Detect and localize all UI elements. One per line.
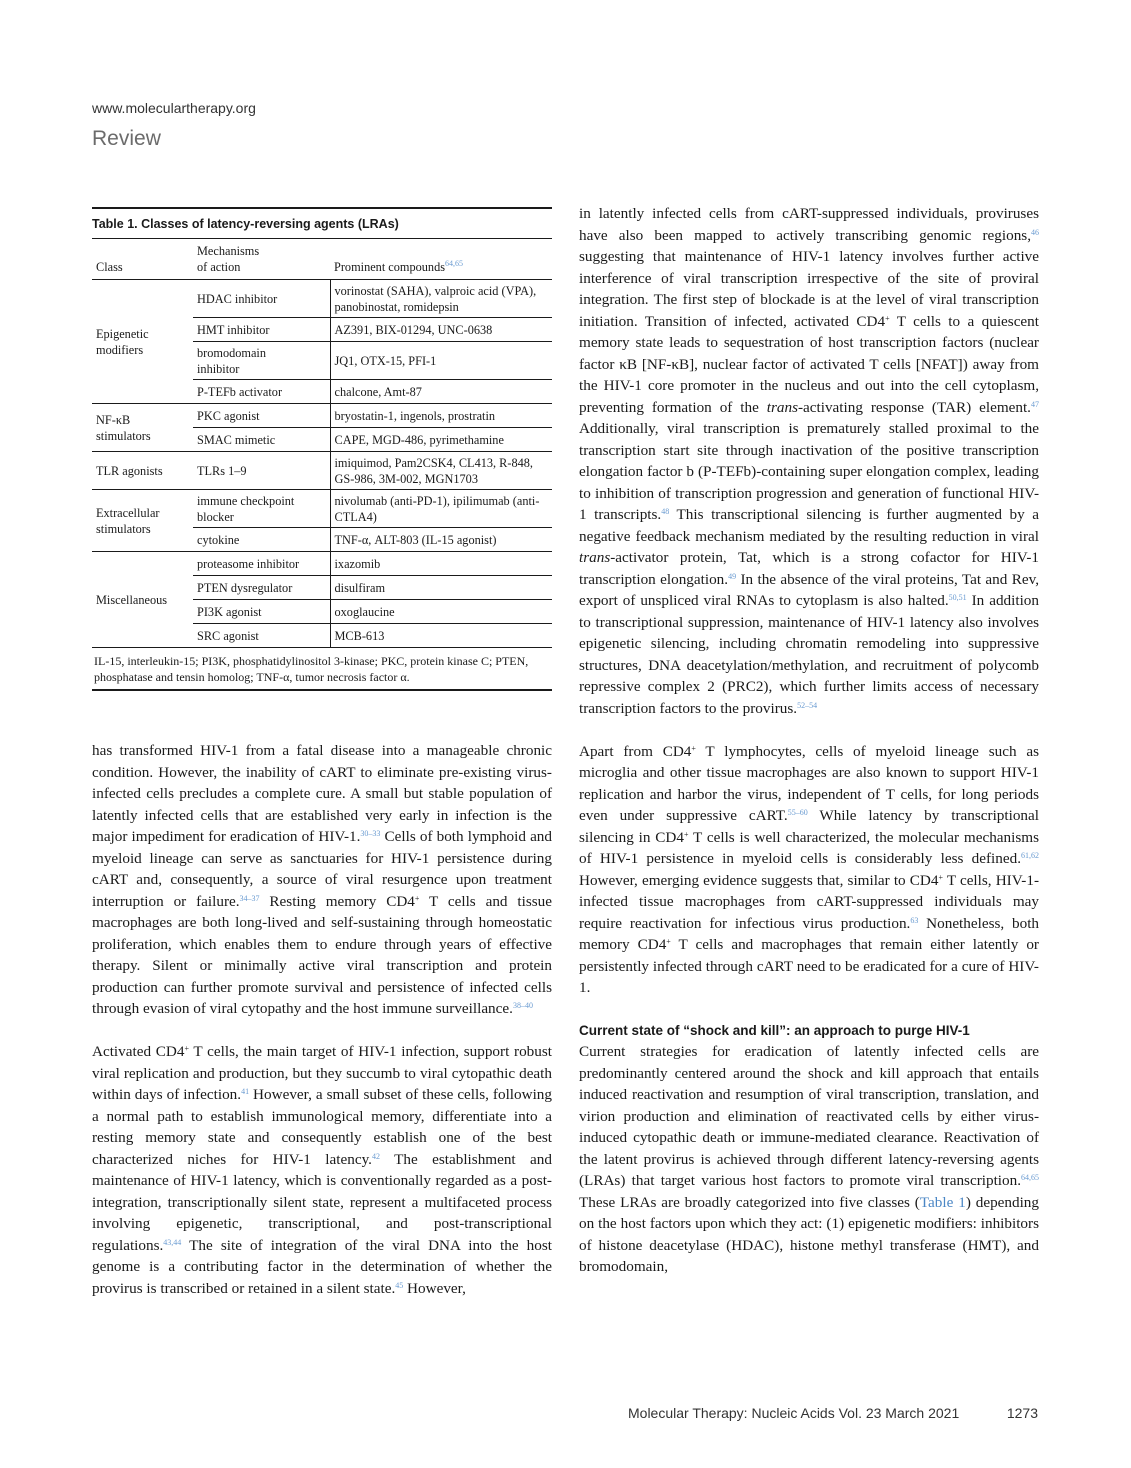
compound-cell: disulfiram xyxy=(330,576,552,600)
mechanism-cell: bromodomain inhibitor xyxy=(193,342,330,380)
header-compounds: Prominent compounds$^{64,65}$ xyxy=(330,239,552,280)
table-row xyxy=(92,280,552,318)
left-column xyxy=(92,740,552,1299)
citation[interactable]: 43,44 xyxy=(163,1237,182,1247)
table-row xyxy=(92,452,552,490)
mechanism-cell: TLRs 1–9 xyxy=(193,452,330,490)
compound-cell: imiquimod, Pam2CSK4, CL413, R-848, GS-986, 3M-002, MGN1703 xyxy=(330,452,552,490)
citation[interactable]: 48 xyxy=(661,507,670,516)
table-header-row xyxy=(92,239,552,280)
citation[interactable]: 63 xyxy=(910,915,919,925)
compound-cell: JQ1, OTX-15, PFI-1 xyxy=(330,342,552,380)
table-row xyxy=(92,490,552,528)
class-cell: NF-κB stimulators xyxy=(92,404,193,452)
mechanism-cell: HMT inhibitor xyxy=(193,318,330,342)
citation[interactable]: 42 xyxy=(371,1151,380,1161)
compound-cell: MCB-613 xyxy=(330,624,552,648)
journal-url[interactable]: www.moleculartherapy.org xyxy=(92,100,256,116)
class-cell: Extracellular stimulators xyxy=(92,490,193,552)
page-footer xyxy=(628,1405,1038,1421)
compound-cell: bryostatin-1, ingenols, prostratin xyxy=(330,404,552,428)
mechanism-cell: SMAC mimetic xyxy=(193,428,330,452)
mechanism-cell: SRC agonist xyxy=(193,624,330,648)
mechanism-cell: PI3K agonist xyxy=(193,600,330,624)
mechanism-cell: proteasome inhibitor xyxy=(193,552,330,576)
compound-cell: nivolumab (anti-PD-1), ipilimumab (anti-CTLA4) xyxy=(330,490,552,528)
citation[interactable]: 50,51 xyxy=(948,593,967,602)
citation[interactable]: 49 xyxy=(728,571,737,581)
section-heading: Current state of “shock and kill”: an approach to purge HIV-1 xyxy=(579,1023,970,1038)
table-row xyxy=(92,552,552,576)
compound-cell: AZ391, BIX-01294, UNC-0638 xyxy=(330,318,552,342)
mechanism-cell: immune checkpoint blocker xyxy=(193,490,330,528)
citation[interactable]: 38–40 xyxy=(512,1001,533,1010)
citation[interactable]: 64,65 xyxy=(1021,1173,1039,1182)
right-column xyxy=(579,203,1039,1278)
mechanism-cell: HDAC inhibitor xyxy=(193,280,330,318)
table-row xyxy=(92,404,552,428)
citation[interactable]: 47 xyxy=(1030,399,1039,409)
class-cell: TLR agonists xyxy=(92,452,193,490)
compound-cell: chalcone, Amt-87 xyxy=(330,380,552,404)
citation[interactable]: 61,62 xyxy=(1021,851,1039,860)
citation[interactable]: 45 xyxy=(395,1280,404,1290)
compound-cell: TNF-α, ALT-803 (IL-15 agonist) xyxy=(330,528,552,552)
paragraph: Current strategies for eradication of latently infected cells are predominantly centered around the shock and kill approach that entails induced reactivation and resumption of viral transcription, translation, and virion production and elimination of reactivated cells by either virus-induced cytopathic death or immune-mediated clearance. Reactivation of the latent provirus is achieved through different latency-reversing agents (LRAs) that target various host factors to promote viral transcription.$^{64,65}$ These LRAs are broadly categorized into five classes (Table 1) depending on the host factors upon which they act: (1) epigenetic modifiers: inhibitors of histone deacetylase (HDAC), histone methyl transferase (HMT), and bromodomain, xyxy=(579,1043,1039,1275)
citation[interactable]: 52–54 xyxy=(797,700,818,710)
mechanism-cell: cytokine xyxy=(193,528,330,552)
section-label: Review xyxy=(92,127,161,150)
compound-cell: vorinostat (SAHA), valproic acid (VPA), panobinostat, romidepsin xyxy=(330,280,552,318)
citation[interactable]: 34–37 xyxy=(239,893,260,903)
mechanism-cell: PTEN dysregulator xyxy=(193,576,330,600)
citation[interactable]: 55–60 xyxy=(787,808,808,817)
lra-table-grid xyxy=(92,239,552,648)
paragraph: in latently infected cells from cART-suppressed individuals, proviruses have also been mapped to actively transcribing genomic regions,$^{46}$ suggesting that maintenance of HIV-1 latency involves further active interference of viral transcription irrespective of the site of proviral integration. The first step of blockade is at the level of viral transcription initiation. Transition of infected, activated CD4+ T cells to a quiescent memory state leads to sequestration of host transcription factors (nuclear factor κB [NF-κB], nuclear factor of activated T cells [NFAT]) away from the HIV-1 core promoter in the nucleus and out into the cell cytoplasm, preventing formation of the trans-activating response (TAR) element.$^{47}$ Additionally, viral transcription is prematurely stalled proximal to the transcription start site through inactivation of the positive transcription elongation factor b (P-TEFb)-containing super elongation complex, leading to inhibition of transcription progression and generation of functional HIV-1 transcripts.$^{48}$ This transcriptional silencing is further augmented by a negative feedback mechanism mediated by the resulting reduction in viral trans-activator protein, Tat, which is a strong cofactor for HIV-1 transcription elongation.$^{49}$ In the absence of the viral proteins, Tat and Rev, export of unspliced viral RNAs to cytoplasm is also halted.$^{50,51}$ In addition to transcriptional suppression, maintenance of HIV-1 latency also involves epigenetic silencing, including chromatin remodeling into suppressive structures, DNA deacetylation/methylation, and recruitment of polycomb repressive complex 2 (PRC2), which further limits access of necessary transcription factors to the provirus.$^{52-54}$ xyxy=(579,205,1040,717)
lra-table xyxy=(92,207,552,691)
compound-cell: oxoglaucine xyxy=(330,600,552,624)
citation[interactable]: 46 xyxy=(1031,227,1039,237)
header-class: Class xyxy=(92,239,193,280)
compound-cell: CAPE, MGD-486, pyrimethamine xyxy=(330,428,552,452)
citation[interactable]: 30–33 xyxy=(360,829,381,838)
table-title: Table 1. Classes of latency-reversing agents (LRAs) xyxy=(92,209,552,239)
mechanism-cell: PKC agonist xyxy=(193,404,330,428)
class-cell: Epigenetic modifiers xyxy=(92,280,193,404)
journal-info: Molecular Therapy: Nucleic Acids Vol. 23 March 2021 xyxy=(628,1405,960,1421)
compound-cell: ixazomib xyxy=(330,552,552,576)
paragraph: Activated CD4+ T cells, the main target of HIV-1 infection, support robust viral replication and production, but they succumb to viral cytopathic death within days of infection.$^{41}$ However, a small subset of these cells, following a normal path to establish immunological memory, differentiate into a resting memory state and consequently establish one of the best characterized niches for HIV-1 latency.$^{42}$ The establishment and maintenance of HIV-1 latency, which is conventionally regarded as a post-integration, transcriptionally silent state, represent a multifaceted process involving epigenetic, transcriptional, and post-transcriptional regulations.$^{43,44}$ The site of integration of the viral DNA into the host genome is a contributing factor in the determination of whether the provirus is transcribed or retained in a silent state.$^{45}$ However, xyxy=(92,1043,552,1297)
header-mechanism: Mechanisms of action xyxy=(193,239,330,280)
paragraph: Apart from CD4+ T lymphocytes, cells of myeloid lineage such as microglia and other tissue macrophages are also known to support HIV-1 replication and harbor the virus, independent of T cells, for long periods even under suppressive cART.$^{55-60}$ While latency by transcriptional silencing in CD4+ T cells is well characterized, the molecular mechanisms of HIV-1 persistence in myeloid cells is considerably less defined.$^{61,62}$ However, emerging evidence suggests that, similar to CD4+ T cells, HIV-1-infected tissue macrophages from cART-suppressed individuals may require reactivation for infectious virus production.$^{63}$ Nonetheless, both memory CD4+ T cells and macrophages that remain either latently or persistently infected through cART need to be eradicated for a cure of HIV-1. xyxy=(579,742,1040,996)
table-1-link[interactable]: Table 1 xyxy=(919,1193,966,1211)
table-footnote: IL-15, interleukin-15; PI3K, phosphatidylinositol 3-kinase; PKC, protein kinase C; PTEN, phosphatase and tensin homolog; TNF-α, tumor necrosis factor α. xyxy=(92,648,552,691)
mechanism-cell: P-TEFb activator xyxy=(193,380,330,404)
class-cell: Miscellaneous xyxy=(92,552,193,648)
paragraph: has transformed HIV-1 from a fatal disease into a manageable chronic condition. However, the inability of cART to eliminate pre-existing virus-infected cells precludes a complete cure. A small but stable population of latently infected cells that are established very early in infection is the major impediment for eradication of HIV-1.$^{30-33}$ Cells of both lymphoid and myeloid lineage can serve as sanctuaries for HIV-1 persistence during cART and, consequently, a source of viral resurgence upon treatment interruption or failure.$^{34-37}$ Resting memory CD4+ T cells and tissue macrophages are both long-lived and self-sustaining through homeostatic proliferation, which enables them to endure through years of effective therapy. Silent or minimally active viral transcription and protein production can further promote survival and persistence of infected cells through evasion of viral cytopathy and the host immune surveillance.$^{38-40}$ xyxy=(92,742,552,1017)
citation[interactable]: 41 xyxy=(241,1087,250,1096)
page-number: 1273 xyxy=(1006,1405,1038,1421)
